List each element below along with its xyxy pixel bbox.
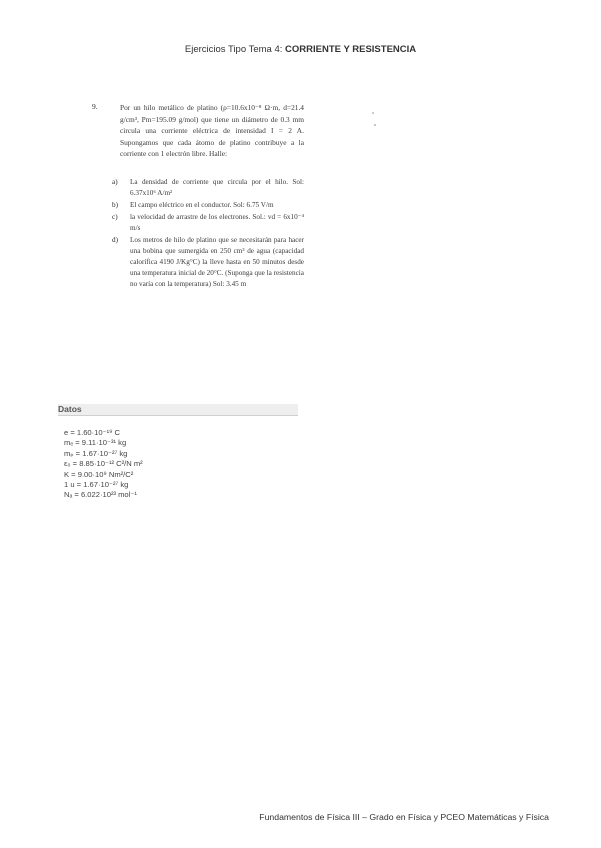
item-text: la velocidad de arrastre de los electrones. Sol.: vd = 6x10⁻⁴ m/s	[130, 213, 304, 232]
exercise-number: 9.	[92, 102, 98, 111]
item-text: El campo eléctrico en el conductor. Sol: 6.75 V/m	[130, 201, 274, 209]
constant-row: mₑ = 9.11·10⁻³¹ kg	[64, 438, 127, 448]
constant-row: ε₀ = 8.85·10⁻¹² C²/N m²	[64, 459, 143, 469]
page-title	[0, 44, 601, 55]
exercise-item	[112, 177, 304, 199]
item-letter: d)	[112, 236, 118, 244]
item-letter: c)	[112, 213, 118, 221]
exercise-items	[112, 177, 304, 291]
scan-speck	[374, 124, 376, 126]
exercise-item	[112, 235, 304, 290]
title-prefix: Ejercicios Tipo Tema 4:	[184, 44, 283, 55]
constant-row: Nₐ = 6.022·10²³ mol⁻¹	[64, 490, 137, 500]
constant-row: mₚ = 1.67·10⁻²⁷ kg	[64, 448, 128, 458]
constant-row: 1 u = 1.67·10⁻²⁷ kg	[64, 480, 129, 490]
page-footer: Fundamentos de Física III – Grado en Física y PCEO Matemáticas y Física	[259, 812, 549, 822]
constant-row: K = 9.00·10⁹ Nm²/C²	[64, 469, 134, 479]
item-letter: b)	[112, 201, 118, 209]
exercise-item	[112, 200, 304, 211]
scan-speck	[372, 112, 374, 114]
item-text: Los metros de hilo de platino que se necesitarán para hacer una bobina que sumergida en 250 cm³ de agua (capacidad calorífica 4190 J/Kg°C) la lleve hasta en 50 minutos desde una temperatura inicial de 20°C. (Suponga que la resistencia no varía con la temperatura) Sol: 3.45 m	[130, 236, 304, 288]
item-letter: a)	[112, 178, 118, 186]
constant-row: e = 1.60·10⁻¹⁹ C	[64, 428, 121, 437]
title-topic: CORRIENTE Y RESISTENCIA	[285, 44, 417, 55]
constants-list	[64, 428, 143, 501]
exercise-statement: Por un hilo metálico de platino (ρ=10.6x10⁻⁸ Ω·m, d=21.4 g/cm³, Pm=195.09 g/mol) que tiene un diámetro de 0.3 mm circula una corriente eléctrica de intensidad I = 2 A. Supongamos que cada átomo de platino contribuye a la corriente con 1 electrón libre. Halle:	[120, 103, 304, 158]
item-text: La densidad de corriente que circula por el hilo. Sol: 6.37x10⁶ A/m²	[130, 178, 304, 197]
data-heading: Datos	[58, 404, 298, 416]
exercise-item	[112, 212, 304, 234]
